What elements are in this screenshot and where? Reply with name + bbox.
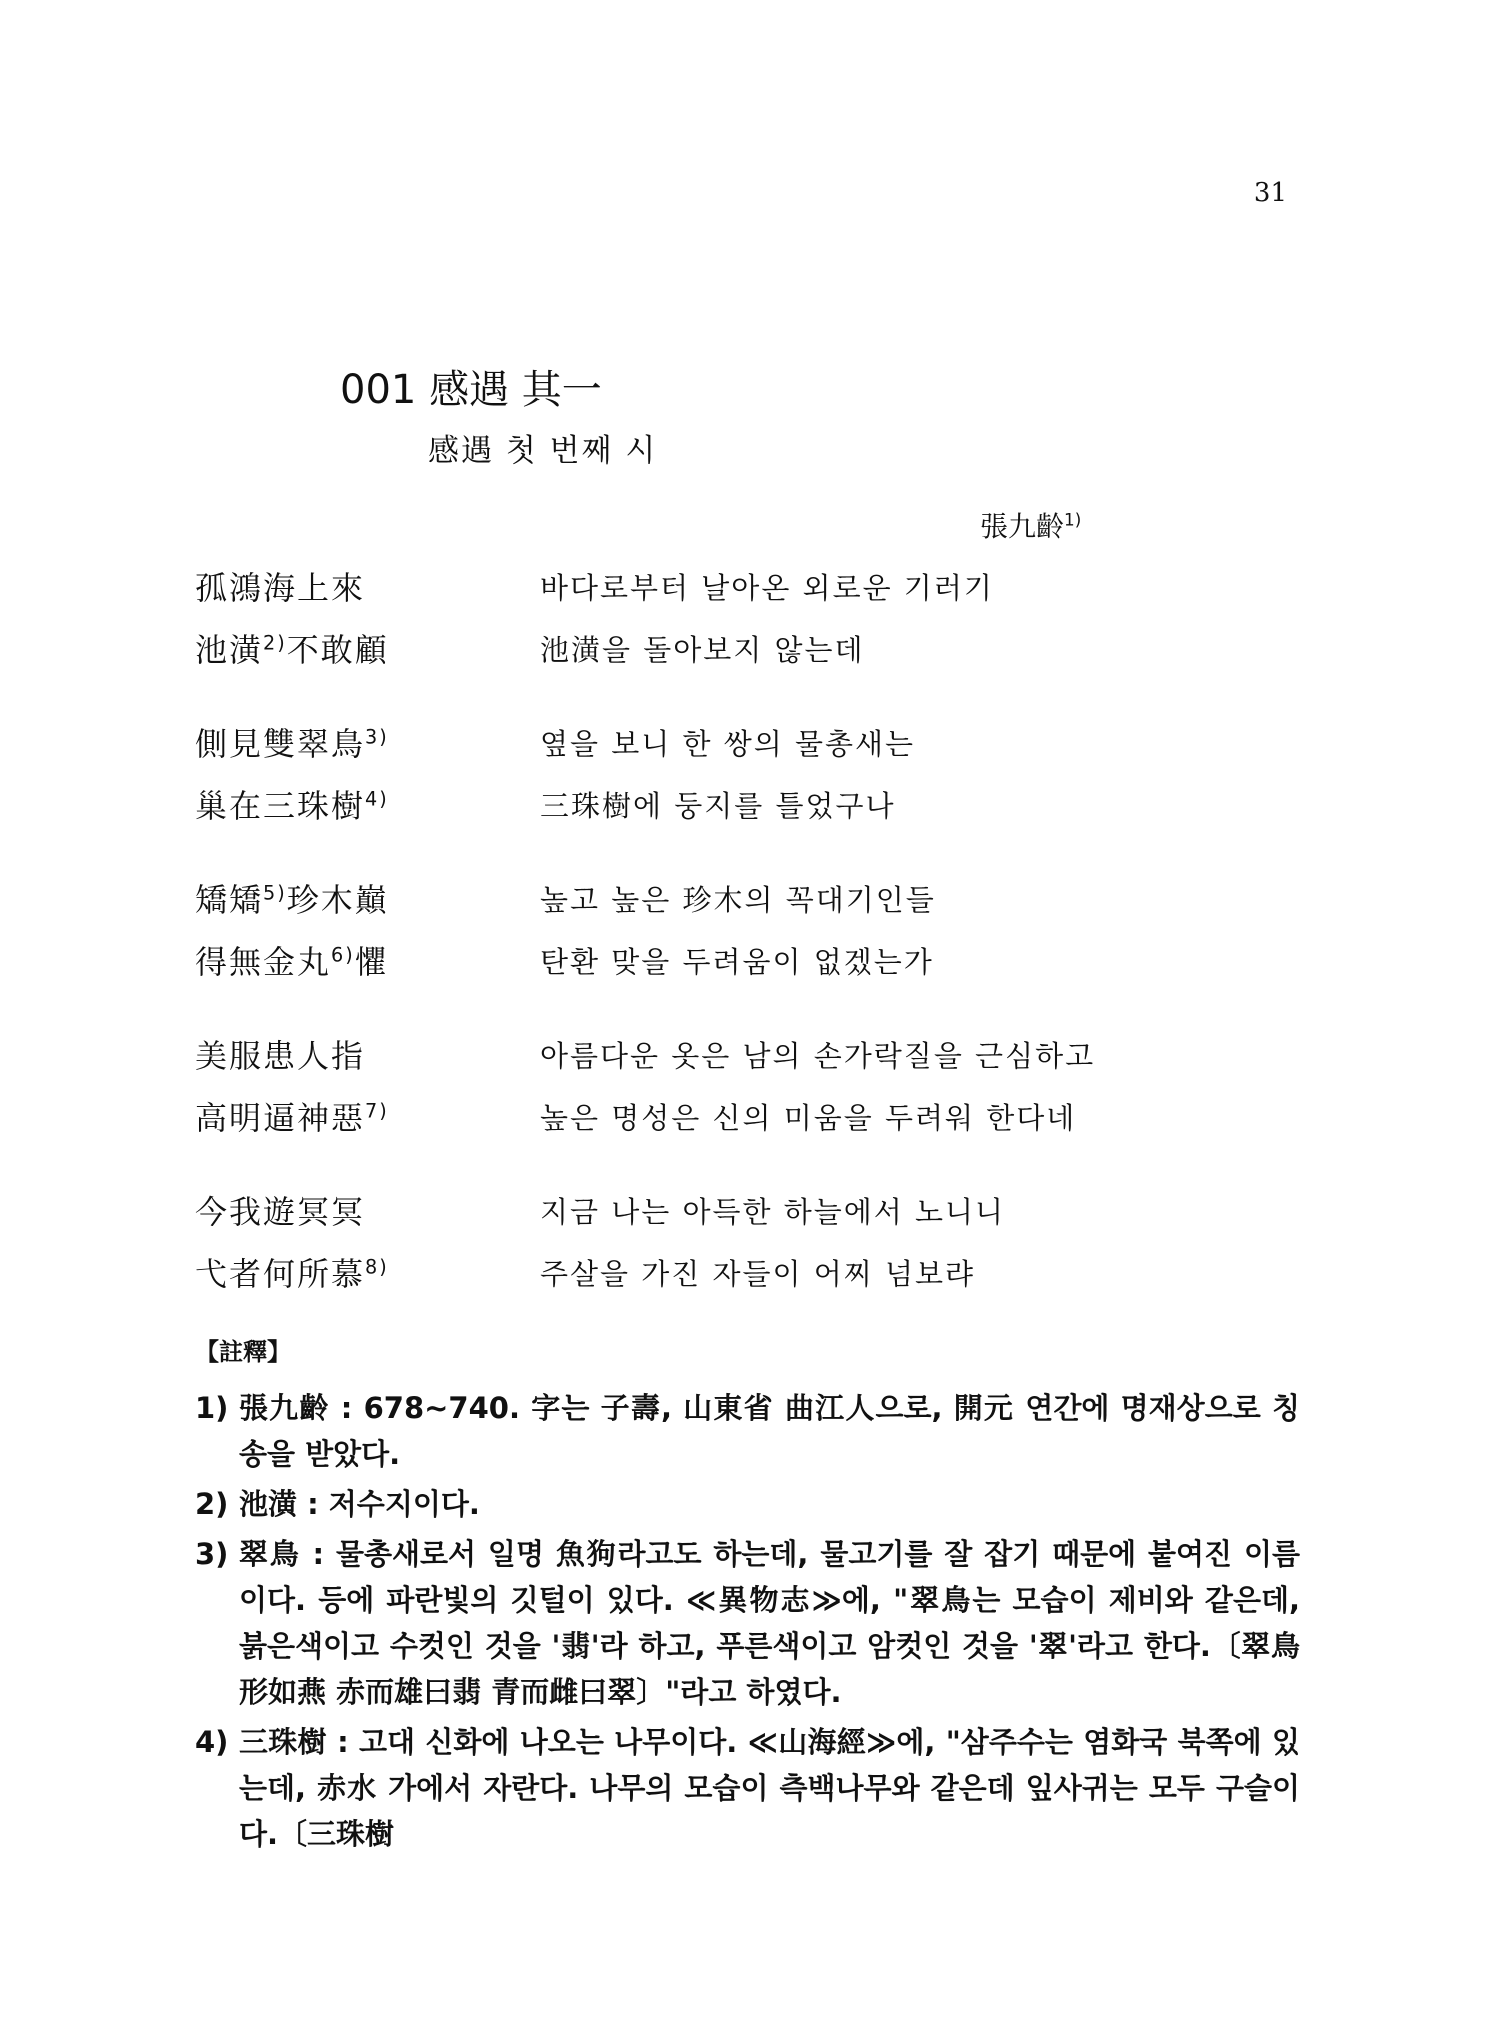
original-verse <box>195 781 540 827</box>
poem-stanza <box>195 1179 1345 1303</box>
original-text-cont: 珍木巔 <box>286 881 389 919</box>
poem-body <box>195 555 1345 1335</box>
footnote-ref: 7) <box>365 1099 389 1123</box>
note-number: 4) <box>195 1725 229 1759</box>
notes-list <box>195 1385 1300 1861</box>
original-verse <box>195 1093 540 1139</box>
page-number: 31 <box>1253 178 1287 208</box>
original-text: 弋者何所慕 <box>195 1255 366 1293</box>
original-verse <box>195 563 540 609</box>
original-text-cont: 懼 <box>354 943 389 981</box>
poem-line <box>195 867 1345 929</box>
note-number: 2) <box>195 1487 229 1521</box>
original-text: 孤鴻海上來 <box>195 569 366 607</box>
original-verse <box>195 625 540 671</box>
original-text: 側見雙翠鳥 <box>195 725 366 763</box>
note-number: 3) <box>195 1537 229 1571</box>
translated-verse: 池潢을 돌아보지 않는데 <box>540 632 865 667</box>
poem-line <box>195 1241 1345 1303</box>
poem-author <box>980 505 1081 545</box>
footnote-ref: 5) <box>263 881 287 905</box>
original-verse <box>195 719 540 765</box>
original-text: 矯矯 <box>195 881 264 919</box>
poem-line <box>195 617 1345 679</box>
translated-verse: 아름다운 옷은 남의 손가락질을 근심하고 <box>540 1038 1096 1073</box>
translated-verse: 높고 높은 珍木의 꼭대기인들 <box>540 882 936 917</box>
translated-verse: 지금 나는 아득한 하늘에서 노니니 <box>540 1194 1006 1229</box>
original-text-cont: 不敢顧 <box>286 631 389 669</box>
poem-line <box>195 1085 1345 1147</box>
poem-line <box>195 555 1345 617</box>
poem-subtitle: 感遇 첫 번째 시 <box>428 433 658 469</box>
note-item <box>195 1719 1300 1857</box>
original-text: 池潢 <box>195 631 264 669</box>
original-verse <box>195 1031 540 1077</box>
translated-verse: 높은 명성은 신의 미움을 두려워 한다네 <box>540 1100 1077 1135</box>
original-verse <box>195 1187 540 1233</box>
poem-title: 001 感遇 其一 <box>340 367 602 413</box>
notes-heading: 【註釋】 <box>195 1338 291 1366</box>
note-item <box>195 1385 1300 1477</box>
original-verse <box>195 1249 540 1295</box>
translated-verse: 옆을 보니 한 쌍의 물총새는 <box>540 726 916 761</box>
footnote-ref: 2) <box>263 631 287 655</box>
footnote-ref: 8) <box>365 1255 389 1279</box>
author-name: 張九齡 <box>980 510 1065 543</box>
original-verse <box>195 937 540 983</box>
note-text: 池潢 : 저수지이다. <box>239 1487 480 1521</box>
original-text: 巢在三珠樹 <box>195 787 366 825</box>
original-verse <box>195 875 540 921</box>
poem-line <box>195 1179 1345 1241</box>
note-item <box>195 1531 1300 1715</box>
translated-verse: 탄환 맞을 두려움이 없겠는가 <box>540 944 934 979</box>
translated-verse: 바다로부터 날아온 외로운 기러기 <box>540 570 994 605</box>
note-item <box>195 1481 1300 1527</box>
original-text: 得無金丸 <box>195 943 332 981</box>
note-text: 翠鳥 : 물총새로서 일명 魚狗라고도 하는데, 물고기를 잘 잡기 때문에 붙여진 이름이다. 등에 파란빛의 깃털이 있다. ≪異物志≫에, "翠鳥는 모습이 제비와 같은데, 붉은색이고 수컷인 것을 '翡'라 하고, 푸른색이고 암컷인 것을 '翠'라고 한다.〔翠鳥形如燕 赤而雄曰翡 青而雌曰翠〕"라고 하였다. <box>239 1537 1300 1709</box>
note-number: 1) <box>195 1391 229 1425</box>
footnote-ref: 4) <box>365 787 389 811</box>
poem-line <box>195 1023 1345 1085</box>
author-note-ref: 1) <box>1064 509 1082 530</box>
note-text: 三珠樹 : 고대 신화에 나오는 나무이다. ≪山海經≫에, "삼주수는 염화국 북쪽에 있는데, 赤水 가에서 자란다. 나무의 모습이 측백나무와 같은데 잎사귀는 모두 구슬이다.〔三珠樹 <box>239 1725 1300 1851</box>
poem-stanza <box>195 555 1345 679</box>
footnote-ref: 3) <box>365 725 389 749</box>
translated-verse: 三珠樹에 둥지를 틀었구나 <box>540 788 896 823</box>
note-text: 張九齡 : 678~740. 字는 子壽, 山東省 曲江人으로, 開元 연간에 명재상으로 칭송을 받았다. <box>239 1391 1300 1471</box>
footnote-ref: 6) <box>331 943 355 967</box>
original-text: 今我遊冥冥 <box>195 1193 366 1231</box>
poem-stanza <box>195 1023 1345 1147</box>
original-text: 高明逼神惡 <box>195 1099 366 1137</box>
translated-verse: 주살을 가진 자들이 어찌 넘보랴 <box>540 1256 976 1291</box>
poem-stanza <box>195 711 1345 835</box>
poem-line <box>195 773 1345 835</box>
poem-line <box>195 711 1345 773</box>
poem-stanza <box>195 867 1345 991</box>
original-text: 美服患人指 <box>195 1037 366 1075</box>
poem-line <box>195 929 1345 991</box>
